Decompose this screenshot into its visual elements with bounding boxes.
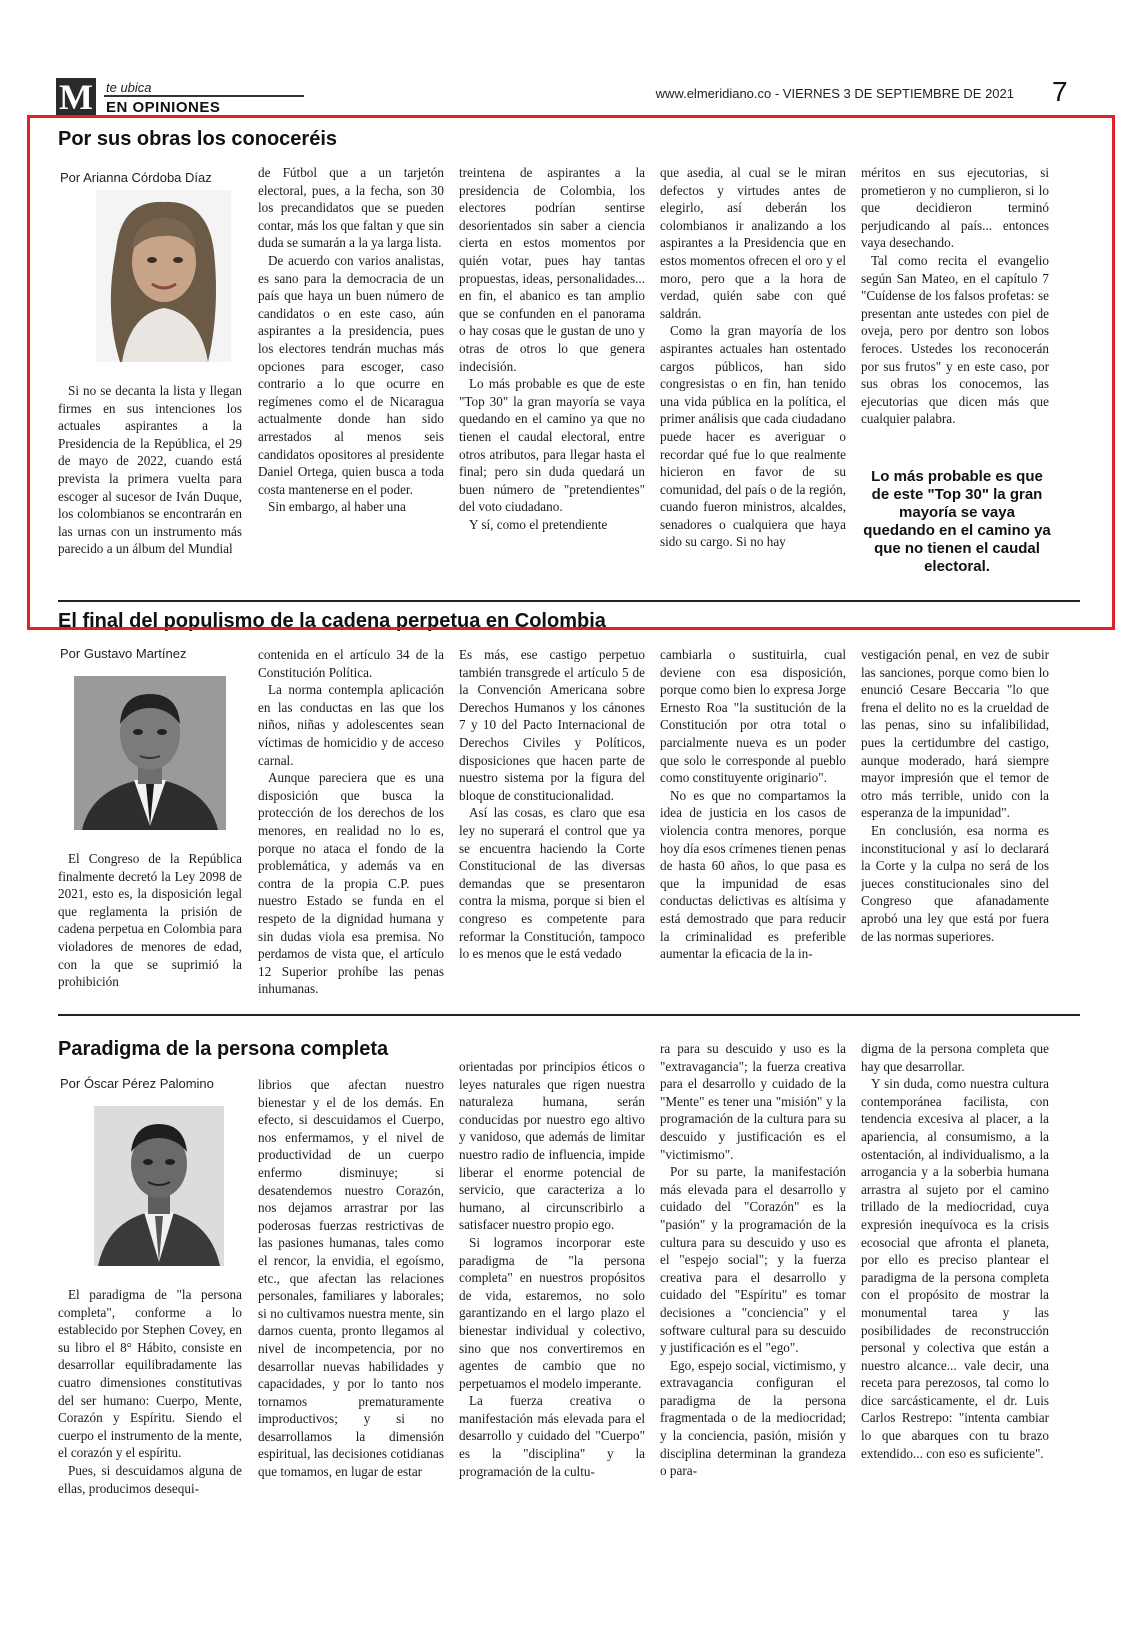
article-column-2: librios que afectan nuestro bienestar y el de los demás. En efecto, si descuidamos el Cuerpo, nos enfermamos, y el nivel de productividad de un cuerpo enfermo disminuye; si desatendemos nuestro Corazón, nos dejamos arrastrar por las poderosas fuerzas restrictivas de las pasiones humanas, tales como el rencor, la envidia, el egoísmo, etc., que afectan las relaciones personales, familiares y laborales; si no cultivamos nuestra mente, sin darnos cuenta, pronto llegamos al nivel de incompetencia, por no desarrollar nuevas habilidades y capacidades, y por lo tanto nos tornamos prematuramente improductivos; y si no desarrollamos la dimensión espiritual, las decisiones cotidianas que tomamos, en lugar de estar	[258, 1077, 444, 1480]
author-photo	[96, 190, 231, 362]
article-column-5: digma de la persona completa que hay que desarrollar. Y sin duda, como nuestra cultura contemporánea facilista, con tendencia excesiva al placer, a la apariencia, al consumismo, a la ostentación, al individualismo, a la arrogancia y a la soberbia humana arrastra al sujeto por el camino trillado de la mediocridad, cuya expresión inequívoca es la crisis ecosocial que afronta el planeta, por ello es preciso plantear el paradigma de la persona completa con el propósito de mostrar la monumental tarea y las posibilidades de reconstrucción personal y colectiva que están a nuestro alcance... vale decir, una receta para perezosos, tal como lo dice sarcásticamente, el dr. Luis Carlos Restrepo: "intenta cambiar lo que abarques con tu brazo extendido... con eso es suficiente".	[861, 1041, 1049, 1461]
pull-quote: Lo más probable es que de este "Top 30" la gran mayoría se vaya quedando en el camino ya que no tienen el caudal electoral.	[863, 468, 1051, 575]
masthead	[0, 0, 1144, 116]
article-column-4: que asedia, al cual se le miran defectos y virtudes antes de elegirlo, así deberán los colombianos ir analizando a los aspirantes a la Presidencia que en estos momentos ofrecen el oro y el moro, pero que a la hora de verdad, quién sabe con qué saldrán. Como la gran mayoría de los aspirantes actuales han ostentado cargos públicos, han sido congresistas o en fin, han tenido una vida pública en la política, el primer análisis que cada ciudadano puede hacer es averiguar o recordar qué fue lo que realmente hicieron en favor de su comunidad, del país o de la región, cuando fueron ministros, alcaldes, senadores o cualquiera que haya sido su cargo. Si no hay	[660, 165, 846, 550]
article-column-5: méritos en sus ejecutorias, si prometieron y no cumplieron, si lo que decidieron terminó perjudicando al país... entonces vaya desechando. Tal como recita el evangelio según San Mateo, en el capítulo 7 "Cuídense de los falsos profetas: se presentan ante ustedes con piel de oveja, pero por dentro son lobos feroces. Ustedes los reconocerán por sus frutos" y en este caso, por sus obras los conocemos, las ejecutorias que dicen más que cualquier palabra.	[861, 165, 1049, 427]
article-column-4: cambiarla o sustituirla, cual deviene con esa disposición, porque como bien lo expresa Jorge Ernesto Roa "la sustitución de la Constitución por otra total o parcialmente nueva es un poder que solo le corresponde al pueblo como constituyente originario". No es que no compartamos la idea de justicia en los casos de violencia contra menores, porque hoy día esos crímenes tienen penas de hasta 60 años, lo que pasa es que la impunidad de esas conductas delictivas es altísima y está demostrado que para reducir la criminalidad es preferible aumentar la eficacia de la in-	[660, 647, 846, 962]
article-byline: Por Óscar Pérez Palomino	[60, 1076, 214, 1091]
article-column-1: Si no se decanta la lista y llegan firmes en sus intenciones los actuales aspirantes a la Presidencia de la República, el 29 de mayo de 2022, cuando está prevista la primera vuelta para escoger al sucesor de Iván Duque, los colombianos se encontrarán en las urnas con un instrumento más parecido a un álbum del Mundial	[58, 383, 242, 557]
section-tag-rule	[104, 95, 304, 97]
article-byline: Por Gustavo Martínez	[60, 646, 187, 661]
article-column-3: orientadas por principios éticos o leyes naturales que rigen nuestra naturaleza humana, serán conducidas por nuestro ego altivo y vanidoso, que además de limitar nuestro radio de influencia, impide liberar el enorme potencial de servicio, que caracteriza a lo humano, al circunscribirlo a satisfacer nuestro propio ego. Si logramos incorporar este paradigma de "la persona completa" en nuestros propósitos de vida, estaremos, no solo garantizando en el largo plazo el bienestar individual y colectivo, sino que nos convertiremos en agentes de cambio que no perpetuamos el modelo imperante. La fuerza creativa o manifestación más elevada para el desarrollo y cuidado del "Cuerpo" es la "disciplina" y la programación de la cultu-	[459, 1059, 645, 1479]
article-cadena-perpetua	[58, 610, 1080, 1002]
article-title: El final del populismo de la cadena perpetua en Colombia	[58, 610, 606, 632]
article-persona-completa	[58, 1032, 1080, 1592]
article-column-2: de Fútbol que a un tarjetón electoral, pues, a la fecha, son 30 los precandidatos que se pueden contar, más los que faltan y que sin duda se sumarán a la ya larga lista. De acuerdo con varios analistas, es sano para la democracia de un país que haya un buen número de candidatos o en este caso, aún aspirantes a la presidencia, pues los electores tendrán muchas más opciones para escoger, caso contrario a lo que ocurre en regímenes como el de Nicaragua actualmente donde han sido arrestados al menos seis candidatos opositores al presidente Daniel Ortega, quien busca a toda costa mantenerse en el poder. Sin embargo, al haber una	[258, 165, 444, 515]
author-photo	[74, 676, 226, 830]
article-column-1: El paradigma de "la persona completa", conforme a lo establecido por Stephen Covey, en su libro el 8° Hábito, consiste en desarrollar equilibradamente las cuatro dimensiones constitutivas del ser humano: Cuerpo, Mente, Corazón y Espíritu. Siendo el cuerpo el instrumento de la mente, el corazón y el espíritu. Pues, si descuidamos alguna de ellas, producimos desequi-	[58, 1287, 242, 1496]
article-divider	[58, 600, 1080, 602]
article-column-5: vestigación penal, en vez de subir las sanciones, porque como bien lo enunció Cesare Beccaria "lo que frena el delito no es la crueldad de las penas, sino su infalibilidad, pues la certidumbre del castigo, aunque moderado, hará siempre mayor impresión que el temor de otro más terrible, unido con la esperanza de la impunidad". En conclusión, esa norma es inconstitucional y así lo declarará la Corte y la culpa no será de los jueces constitucionales sino del Congreso que afanadamente aprobó una ley que está por fuera de las normas superiores.	[861, 647, 1049, 944]
article-column-2: contenida en el artículo 34 de la Constitución Política. La norma contempla aplicación en las conductas en las que los niños, niñas y adolescentes sean víctimas de homicidio y de acceso carnal. Aunque pareciera que es una disposición que busca la protección de los derechos de los menores, en realidad no lo es, porque no ataca el fondo de la problemática, y además va en contra de la propia C.P. pues nuestro Estado se funda en el respeto de la dignidad humana y sin dudas viola esa premisa. No perdamos de vista que, el artículo 12 Superior prohíbe las penas inhumanas.	[258, 647, 444, 997]
section-tag: EN OPINIONES	[106, 99, 221, 112]
article-byline: Por Arianna Córdoba Díaz	[60, 170, 212, 185]
article-column-4: ra para su descuido y uso es la "extravagancia"; la fuerza creativa para el desarrollo y cuidado de la "Mente" es tener una "misión" y la programación de la cultura para su descuido y justificación es el "victimismo". Por su parte, la manifestación más elevada para el desarrollo y cuidado del "Corazón" es la "pasión" y la programación de la cultura para su descuido y uso es el "espejo social"; y la fuerza creativa para el desarrollo y cuidado del "Espíritu" es tomar decisiones a "conciencia" y el software cultural para su descuido y justificación es el "ego". Ego, espejo social, victimismo, y extravagancia configuran el paradigma de la persona fragmentada o de la mediocridad; y la conciencia, pasión, misión y disciplina determinan la grandeza o para-	[660, 1041, 846, 1479]
page-number: 7	[1052, 76, 1068, 107]
author-photo	[94, 1106, 224, 1266]
dateline: www.elmeridiano.co - VIERNES 3 DE SEPTIEMBRE DE 2021	[655, 86, 1014, 101]
article-column-1: El Congreso de la República finalmente decretó la Ley 2098 de 2021, esto es, la disposición legal que reglamenta la prisión de cadena perpetua en Colombia para violadores de menores de edad, con la que se suprimió la prohibición	[58, 851, 242, 990]
newspaper-logo: M	[56, 78, 96, 116]
article-column-3: treintena de aspirantes a la presidencia de Colombia, los electores podrían sentirse desorientados sin saber a ciencia cierta en estos momentos por quién votar, pues hay tantas propuestas, ideas, personalidades... en fin, el abanico es tan amplio que se confunden en el panorama o hay cosas que le gustan de uno y otras de otros lo que genera indecisión. Lo más probable es que de este "Top 30" la gran mayoría se vaya quedando en el camino ya que no tienen el caudal electoral, entre otros atributos, para llegar hasta el final; pero sin duda quedará un buen número de "pretendientes" del voto ciudadano. Y sí, como el pretendiente	[459, 165, 645, 532]
article-title: Por sus obras los conoceréis	[58, 128, 337, 150]
article-por-sus-obras	[58, 128, 1080, 598]
article-title: Paradigma de la persona completa	[58, 1038, 389, 1060]
article-divider	[58, 1014, 1080, 1016]
section-tag-small: te ubica	[106, 80, 152, 95]
article-column-3: Es más, ese castigo perpetuo también transgrede el artículo 5 de la Convención Americana sobre Derechos Humanos y los cánones 7 y 10 del Pacto Internacional de Derechos Civiles y Políticos, disposiciones que hacen parte de nuestro sistema por la figura del bloque de constitucionalidad. Así las cosas, es claro que esa ley no superará el control que ya se encuentra haciendo la Corte Constitucional de las diversas demandas que se presentaron contra la misma, porque si bien el congreso es competente para reformar la Constitución, tampoco lo es menos que le está vedado	[459, 647, 645, 962]
